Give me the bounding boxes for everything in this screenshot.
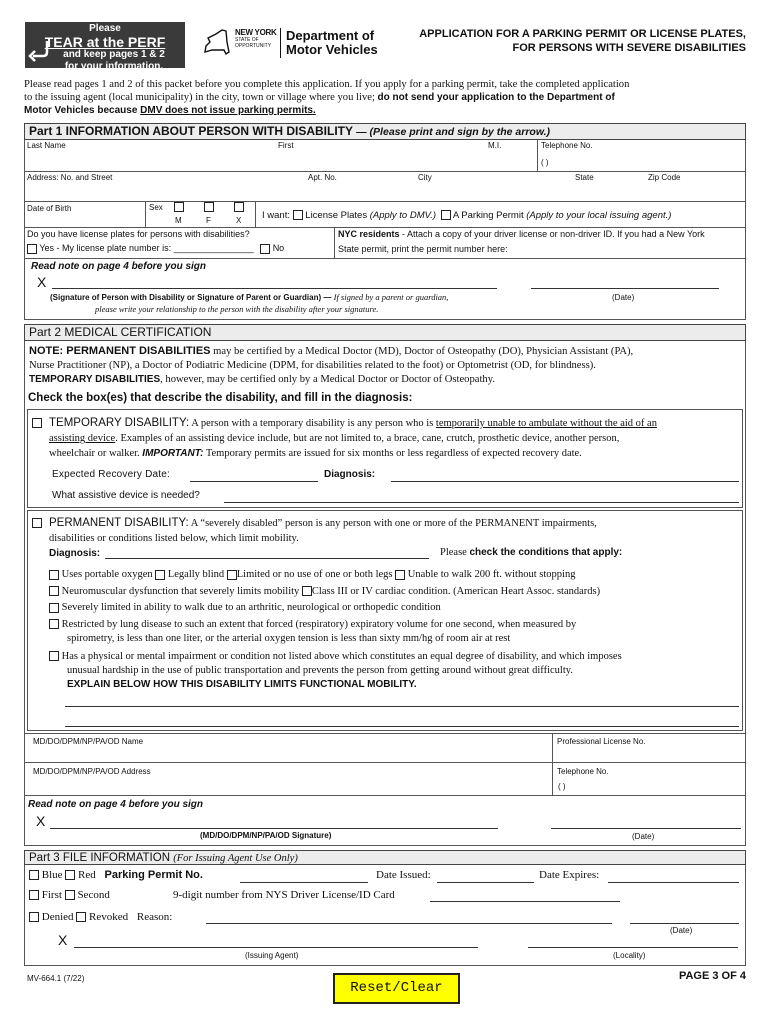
part1-sig-label: (Signature of Person with Disability or Signature of Parent or Guardian) —: [50, 293, 332, 302]
have-plates-question: Do you have license plates for persons with disabilities?: [27, 229, 250, 239]
nyc-residents-text1: - Attach a copy of your driver license or non-driver ID. If you had a New York: [399, 229, 705, 239]
sex-label: Sex: [149, 203, 163, 212]
temporary-def1b: temporarily unable to ambulate without the aid of an: [435, 418, 657, 429]
locality-label: (Locality): [613, 951, 646, 960]
part2-note: [29, 344, 744, 387]
part3-date-label: (Date): [670, 926, 693, 935]
nine-digit-label: 9-digit number from NYS Driver License/ID Card: [173, 889, 395, 901]
nyc-residents-line1: [338, 229, 705, 239]
license-plates-checkbox[interactable]: [293, 210, 303, 220]
part1-title: Part 1 INFORMATION ABOUT PERSON WITH DISABILITY: [29, 124, 353, 138]
name-field[interactable]: [30, 150, 530, 168]
address-field[interactable]: [30, 183, 740, 199]
check-heading: Check the box(es) that describe the disability, and fill in the diagnosis:: [28, 392, 413, 404]
parking-permit-label: A Parking Permit: [452, 210, 524, 221]
reset-clear-button[interactable]: Reset/Clear: [333, 973, 460, 1004]
temporary-def2b: . Examples of an assisting device include, but are not limited to, a brace, cane, crutch, prosthetic device, another person,: [115, 433, 620, 444]
part1-date-line[interactable]: [531, 288, 719, 289]
tear-line4: for your information.: [64, 61, 164, 72]
form-title-line1: APPLICATION FOR A PARKING PERMIT OR LICENSE PLATES,: [419, 28, 746, 40]
denied-checkbox[interactable]: [29, 912, 39, 922]
temporary-bold: TEMPORARY DISABILITIES: [29, 374, 161, 385]
perm-diagnosis-field[interactable]: [105, 558, 429, 559]
doc-date-line[interactable]: [551, 828, 741, 829]
please-check-label: [440, 547, 622, 558]
part3-note: (For Issuing Agent Use Only): [173, 853, 298, 864]
last-name-label: Last Name: [27, 141, 66, 150]
permanent-text1: may be certified by a Medical Doctor (MD), Doctor of Osteopathy (DO), Physician Assistant (PA),: [210, 346, 634, 357]
blue-checkbox[interactable]: [29, 870, 39, 880]
temporary-definition: [49, 416, 739, 461]
temporary-def2a: assisting device: [49, 433, 116, 444]
permanent-def1: A “severely disabled” person is any person with one or more of the PERMANENT impairments,: [188, 518, 597, 529]
part1-sig-note1: If signed by a parent or guardian,: [333, 292, 449, 302]
part1-note: — (Please print and sign by the arrow.): [356, 126, 551, 138]
logo-divider: [280, 28, 281, 58]
yes-plates-label: Yes - My license plate number is: ________________: [39, 243, 254, 253]
doc-signature-line[interactable]: [50, 828, 498, 829]
intro-line2a: to the issuing agent (local municipality) in the city, town or village where you live;: [24, 92, 375, 103]
temporary-title: TEMPORARY DISABILITY:: [49, 417, 190, 429]
part2-title: Part 2 MEDICAL CERTIFICATION: [29, 325, 212, 339]
second-label: Second: [77, 889, 110, 901]
first-checkbox[interactable]: [29, 890, 39, 900]
red-checkbox[interactable]: [65, 870, 75, 880]
tear-title: TEAR at the PERF: [44, 34, 166, 50]
form-number: MV-664.1 (7/22): [27, 974, 85, 983]
dmv-logo: [202, 26, 402, 62]
doc-name-label: MD/DO/DPM/NP/PA/OD Name: [33, 737, 144, 746]
sex-m-checkbox[interactable]: [174, 202, 184, 212]
parking-permit-checkbox[interactable]: [441, 210, 451, 220]
sex-m-label: M: [175, 216, 182, 225]
denied-label: Denied: [41, 911, 74, 923]
explain-line1[interactable]: [65, 706, 739, 707]
permanent-text2: Nurse Practitioner (NP), a Doctor of Podiatric Medicine (DPM, for disabilities related to the foot) or Optometrist (OD, for blindness).: [29, 360, 596, 371]
legs-checkbox[interactable]: [227, 570, 237, 580]
part2-read-note: Read note on page 4 before you sign: [28, 799, 204, 810]
assistive-device-field[interactable]: [224, 502, 739, 503]
part2-heading: [24, 324, 746, 341]
address-label: Address: No. and Street: [27, 173, 113, 182]
part3-date-line[interactable]: [630, 923, 739, 924]
telephone-label: Telephone No.: [541, 141, 593, 150]
date-expires-field[interactable]: [608, 882, 739, 883]
sex-f-label: F: [206, 216, 211, 225]
blue-label: Blue: [41, 869, 63, 881]
other-label2: unusual hardship in the use of public transportation and prevents the person from getting around without great difficulty.: [67, 664, 573, 676]
dept-line1: Department of: [286, 28, 375, 43]
tear-please: Please: [89, 23, 121, 34]
part3-title: Part 3 FILE INFORMATION: [29, 852, 170, 864]
part3-row3: [29, 911, 172, 923]
date-issued-field[interactable]: [437, 882, 534, 883]
walk-label: Unable to walk 200 ft. without stopping: [407, 569, 576, 580]
parking-permit-note: (Apply to your local issuing agent.): [526, 210, 672, 221]
other-label1: Has a physical or mental impairment or condition not listed above which constitutes an equal degree of disability, and which imposes: [61, 650, 622, 662]
red-label: Red: [78, 869, 96, 881]
revoked-label: Revoked: [89, 911, 129, 923]
oxygen-label: Uses portable oxygen: [61, 569, 153, 580]
part1-heading: [24, 123, 746, 140]
permanent-checkbox[interactable]: [32, 518, 42, 528]
nyc-residents-bold: NYC residents: [338, 229, 400, 239]
first-label: First: [41, 889, 62, 901]
license-plates-note: (Apply to DMV.): [369, 210, 437, 221]
plates-answer-row: [27, 243, 284, 254]
please-check-bold: check the conditions that apply:: [469, 547, 623, 558]
permanent-definition: [49, 516, 739, 546]
intro-line3b: DMV does not issue parking permits.: [140, 105, 316, 116]
doc-telephone-paren: ( ): [558, 782, 566, 791]
license-no-label: Professional License No.: [557, 737, 646, 746]
part3-row2: [29, 889, 110, 901]
ny-opportunity: OPPORTUNITY: [235, 43, 272, 49]
other-checkbox[interactable]: [49, 651, 59, 661]
part2-x-mark: X: [36, 813, 46, 829]
lung-label2: spirometry, is less than one liter, or the arterial oxygen tension is less than sixty mm/hg of room air at rest: [67, 632, 511, 644]
curved-arrow-icon: [27, 38, 51, 62]
apt-label: Apt. No.: [308, 173, 337, 182]
walk-checkbox[interactable]: [395, 570, 405, 580]
intro-line2b: do not send your application to the Department of: [377, 92, 615, 103]
no-plates-label: No: [272, 243, 285, 253]
dept-line2: Motor Vehicles: [286, 42, 378, 57]
mi-label: M.I.: [488, 141, 502, 150]
yes-plates-checkbox[interactable]: [27, 244, 37, 254]
temporary-def3a: wheelchair or walker.: [49, 448, 143, 459]
tear-line3: and keep pages 1 & 2: [63, 49, 165, 60]
lung-checkbox[interactable]: [49, 619, 59, 629]
temporary-def1a: A person with a temporary disability is any person who is: [189, 418, 436, 429]
intro-line1: Please read pages 1 and 2 of this packet before you complete this application. If you apply for a parking permit, take the completed application: [24, 79, 630, 90]
arthritic-label: Severely limited in ability to walk due to an arthritic, neurological or orthopedic condition: [61, 602, 441, 613]
intro-line3a: Motor Vehicles because: [24, 105, 138, 116]
cardiac-label: Class III or IV cardiac condition. (American Heart Assoc. standards): [311, 585, 601, 597]
assistive-device-label: What assistive device is needed?: [52, 490, 200, 501]
doc-address-label: MD/DO/DPM/NP/PA/OD Address: [33, 767, 151, 776]
doc-date-label: (Date): [632, 832, 655, 841]
doc-telephone-label: Telephone No.: [557, 767, 609, 776]
nyc-residents-line2: State permit, print the permit number here:: [338, 244, 508, 254]
page-number: PAGE 3 OF 4: [678, 970, 746, 982]
blind-checkbox[interactable]: [155, 570, 165, 580]
lung-label1: Restricted by lung disease to such an extent that forced (respiratory) expiratory volume for one second, when measured by: [61, 618, 577, 630]
conditions-row1: [49, 567, 741, 584]
explain-label: EXPLAIN BELOW HOW THIS DISABILITY LIMITS FUNCTIONAL MOBILITY.: [67, 678, 417, 690]
reason-field[interactable]: [206, 923, 612, 924]
conditions-row3: [49, 600, 741, 617]
ny-state-map-icon: [202, 28, 234, 58]
sex-x-label: X: [236, 216, 242, 225]
legs-label: Limited or no use of one or both legs: [236, 569, 393, 580]
conditions-row4: [49, 618, 741, 632]
blind-label: Legally blind: [167, 569, 225, 580]
part3-x-mark: X: [58, 932, 68, 948]
sex-f-checkbox[interactable]: [204, 202, 214, 212]
first-name-label: First: [278, 141, 294, 150]
form-title: [419, 27, 746, 55]
issuing-agent-label: (Issuing Agent): [245, 951, 299, 960]
expected-recovery-field[interactable]: [190, 481, 318, 482]
part3-heading: [24, 850, 746, 865]
i-want-row: [262, 210, 671, 221]
conditions-row2: [49, 584, 741, 601]
expected-recovery-label: Expected Recovery Date:: [52, 469, 170, 480]
temp-diagnosis-label: Diagnosis:: [324, 469, 376, 480]
reason-label: Reason:: [136, 911, 173, 923]
part1-signature-line[interactable]: [52, 288, 497, 289]
oxygen-checkbox[interactable]: [49, 570, 59, 580]
part1-sig-caption: [50, 292, 448, 302]
perm-diagnosis-label: Diagnosis:: [49, 548, 101, 559]
i-want-label: I want:: [262, 210, 290, 221]
city-label: City: [418, 173, 432, 182]
neuro-checkbox[interactable]: [49, 586, 59, 596]
locality-line[interactable]: [528, 947, 738, 948]
intro-text: [24, 78, 749, 117]
permanent-bold: NOTE: PERMANENT DISABILITIES: [29, 345, 211, 357]
arthritic-checkbox[interactable]: [49, 603, 59, 613]
part1-date-label: (Date): [612, 293, 635, 302]
state-label: State: [575, 173, 594, 182]
issuing-agent-line[interactable]: [74, 947, 478, 948]
explain-line2[interactable]: [65, 726, 739, 727]
part1-x-mark: X: [37, 274, 47, 290]
part3-row1: [29, 869, 203, 881]
revoked-checkbox[interactable]: [76, 912, 86, 922]
part3-box: [24, 850, 746, 966]
temporary-text: , however, may be certified only by a Medical Doctor or Doctor of Osteopathy.: [160, 374, 495, 385]
nine-digit-field[interactable]: [430, 901, 620, 902]
permanent-title: PERMANENT DISABILITY:: [49, 517, 189, 529]
date-expires-label: Date Expires:: [539, 869, 600, 881]
dob-label: Date of Birth: [27, 204, 72, 213]
permanent-def2: disabilities or conditions listed below, which limit mobility.: [49, 533, 299, 544]
doc-signature-label: (MD/DO/DPM/NP/PA/OD Signature): [200, 831, 332, 840]
zip-label: Zip Code: [648, 173, 681, 182]
neuro-label: Neuromuscular dysfunction that severely limits mobility: [61, 585, 300, 597]
cardiac-checkbox[interactable]: [302, 586, 312, 596]
ny-state-of: STATE OF: [235, 37, 259, 43]
form-title-line2: FOR PERSONS WITH SEVERE DISABILITIES: [512, 42, 746, 54]
date-issued-label: Date Issued:: [376, 869, 431, 881]
temporary-important: IMPORTANT:: [142, 448, 204, 459]
license-plates-label: License Plates: [305, 210, 368, 221]
ny-text: NEW YORK: [235, 28, 277, 37]
please-check-text: Please: [440, 547, 470, 558]
part1-read-note: Read note on page 4 before you sign: [31, 261, 207, 272]
temp-diagnosis-field[interactable]: [391, 481, 739, 482]
temporary-checkbox[interactable]: [32, 418, 42, 428]
temporary-def3c: Temporary permits are issued for six months or less regardless of expected recovery date.: [203, 448, 582, 459]
permit-no-field[interactable]: [240, 882, 368, 883]
telephone-paren: ( ): [541, 158, 549, 167]
second-checkbox[interactable]: [65, 890, 75, 900]
permit-no-label: Parking Permit No.: [104, 869, 203, 881]
conditions-list: [49, 567, 741, 692]
part1-sig-note2: please write your relationship to the person with the disability after your signature.: [95, 304, 379, 314]
sex-x-checkbox[interactable]: [234, 202, 244, 212]
no-plates-checkbox[interactable]: [260, 244, 270, 254]
conditions-row5: [49, 650, 741, 664]
